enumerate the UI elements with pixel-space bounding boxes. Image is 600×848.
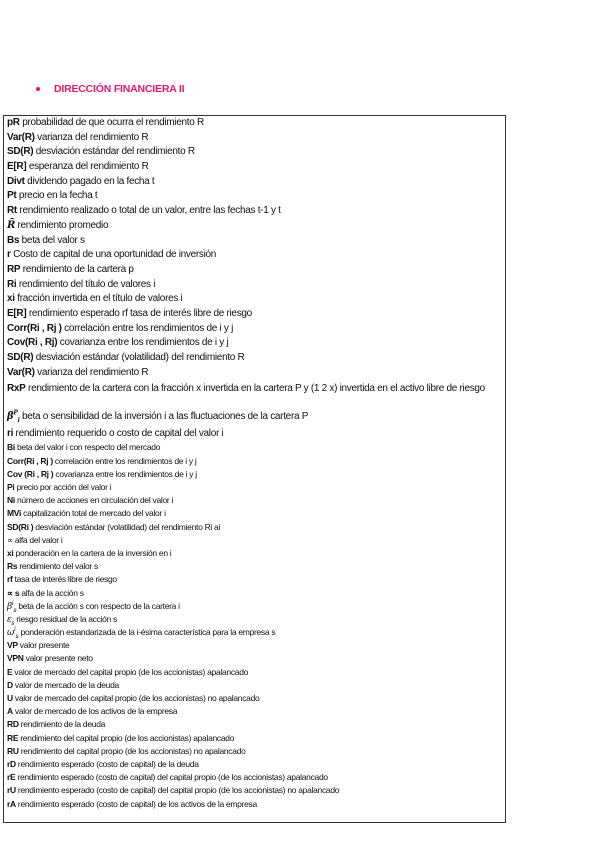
definition: rendimiento realizado o total de un valor, entre las fechas t-1 y t bbox=[16, 205, 281, 217]
term: Pt bbox=[7, 190, 17, 202]
term: E[R] bbox=[7, 161, 27, 173]
beta-symbol: $\beta^P_i$ bbox=[7, 409, 20, 424]
definition: rendimiento de la cartera con la fracción x invertida en la cartera P y (1 2 x) invertida en el activo libre de riesgo bbox=[25, 383, 485, 395]
term: Ri bbox=[7, 278, 17, 290]
glossary-row bbox=[7, 324, 503, 339]
definition: beta del valor i con respecto del mercado bbox=[14, 442, 161, 453]
glossary-row bbox=[7, 221, 503, 236]
definition: valor de mercado de los activos de la empresa bbox=[12, 706, 178, 717]
definition: beta de la acción s con respecto de la cartera i bbox=[16, 600, 180, 611]
definition: beta del valor s bbox=[19, 234, 85, 246]
definition: valor de mercado del capital propio (de los accionistas) no apalancado bbox=[12, 693, 260, 704]
definition: valor presente neto bbox=[23, 653, 93, 664]
term: Var(R) bbox=[7, 366, 35, 378]
beta-symbol: $\beta^i_s$ bbox=[7, 599, 17, 614]
heading-text: DIRECCIÓN FINANCIERA II bbox=[54, 83, 185, 95]
definition: covarianza entre los rendimientos de i y j bbox=[57, 337, 229, 349]
definition: valor de mercado de la deuda bbox=[12, 679, 119, 690]
term: D bbox=[7, 679, 13, 690]
term: E[R] bbox=[7, 307, 27, 319]
term: RxP bbox=[7, 383, 26, 395]
glossary-row bbox=[7, 280, 503, 295]
glossary-row bbox=[7, 162, 503, 177]
definition: rendimiento esperado rf tasa de interés libre de riesgo bbox=[26, 307, 252, 319]
definition: esperanza del rendimiento R bbox=[26, 161, 149, 173]
term: xi bbox=[7, 547, 14, 558]
term: xi bbox=[7, 293, 15, 305]
glossary-row bbox=[7, 118, 503, 133]
term: MVi bbox=[7, 508, 22, 519]
glossary-row bbox=[7, 236, 503, 251]
definition: ponderación en la cartera de la inversión en i bbox=[13, 547, 172, 558]
term: U bbox=[7, 693, 13, 704]
term: Divt bbox=[7, 175, 25, 187]
epsilon-symbol: $\varepsilon_s$ bbox=[7, 614, 15, 627]
glossary-row bbox=[7, 429, 503, 444]
definition: correlación entre los rendimientos de i y j bbox=[52, 455, 197, 466]
definition: rendimiento esperado (costo de capital) de la deuda bbox=[15, 758, 199, 769]
definition: tasa de interés libre de riesgo bbox=[12, 574, 117, 585]
definition: desviación estándar (volatilidad) del rendimiento R bbox=[33, 352, 245, 363]
definition: varianza del rendimiento R bbox=[34, 366, 149, 378]
glossary-row bbox=[7, 206, 503, 221]
glossary-row bbox=[7, 309, 503, 324]
term: Cov(Ri , Rj) bbox=[7, 337, 58, 349]
definition: desviación estándar del rendimiento R bbox=[33, 146, 195, 158]
definition: valor de mercado del capital propio (de los accionistas) apalancado bbox=[12, 666, 249, 677]
term: E bbox=[7, 666, 13, 677]
definition: Costo de capital de una oportunidad de inversión bbox=[10, 249, 217, 261]
definition: rendimiento promedio bbox=[15, 219, 109, 231]
definition: ponderación estandarizada de la i-ésima característica para la empresa s bbox=[18, 627, 276, 638]
term: Corr(Ri , Rj ) bbox=[7, 455, 53, 466]
term: pR bbox=[7, 117, 20, 128]
bullet-icon bbox=[36, 87, 40, 91]
term: ri bbox=[7, 427, 14, 439]
term: rD bbox=[7, 758, 16, 769]
term: A bbox=[7, 706, 13, 717]
definition: varianza del rendimiento R bbox=[34, 131, 149, 143]
term: r bbox=[7, 249, 11, 261]
glossary-row bbox=[7, 265, 503, 280]
glossary-box bbox=[3, 115, 506, 823]
glossary-row bbox=[7, 133, 503, 148]
term: RD bbox=[7, 719, 19, 730]
glossary-row bbox=[7, 800, 503, 813]
definition: capitalización total de mercado del valor i bbox=[21, 508, 166, 519]
term: Var(R) bbox=[7, 131, 35, 143]
definition: rendimiento del capital propio (de los accionistas) no apalancado bbox=[18, 745, 246, 756]
term: SD(Ri ) bbox=[7, 521, 34, 532]
term: Bs bbox=[7, 234, 20, 246]
term: rE bbox=[7, 772, 16, 783]
glossary-row bbox=[7, 523, 503, 536]
r-bar-symbol: R̄ bbox=[7, 219, 16, 231]
term: Bi bbox=[7, 442, 15, 453]
glossary-row bbox=[7, 368, 503, 383]
glossary-row bbox=[7, 628, 503, 641]
definition: precio en la fecha t bbox=[16, 190, 98, 202]
definition: dividendo pagado en la fecha t bbox=[24, 175, 155, 187]
definition: rendimiento del título de valores i bbox=[16, 278, 156, 290]
definition: rendimiento de la cartera p bbox=[20, 263, 134, 275]
definition: rendimiento del capital propio (de los accionistas) apalancado bbox=[18, 732, 235, 743]
definition: correlación entre los rendimientos de i y j bbox=[61, 322, 234, 334]
definition: covarianza entre los rendimientos de i y j bbox=[53, 468, 197, 479]
term: rA bbox=[7, 798, 16, 809]
term: RP bbox=[7, 263, 21, 275]
definition: rendimiento esperado (costo de capital) de los activos de la empresa bbox=[15, 798, 257, 809]
term: Pi bbox=[7, 482, 15, 493]
definition: rendimiento esperado (costo de capital) del capital propio (de los accionistas) no apalancado bbox=[15, 785, 340, 796]
definition: número de acciones en circulación del valor i bbox=[14, 495, 174, 506]
term: Ni bbox=[7, 495, 15, 506]
glossary-row bbox=[7, 177, 503, 192]
definition: valor presente bbox=[17, 640, 70, 651]
definition: desviación estándar (volatilidad) del rendimiento Ri ai bbox=[33, 521, 221, 532]
definition: alfa del valor i bbox=[12, 534, 63, 545]
term: Rs bbox=[7, 561, 18, 572]
definition: riesgo residual de la acción s bbox=[14, 613, 117, 624]
glossary-row bbox=[7, 294, 503, 309]
term: SD(R) bbox=[7, 146, 34, 158]
glossary-row bbox=[7, 147, 503, 162]
glossary-row bbox=[7, 353, 503, 368]
term: RU bbox=[7, 745, 19, 756]
term: Cov (Ri , Rj ) bbox=[7, 468, 54, 479]
term: Corr(Ri , Rj ) bbox=[7, 322, 62, 334]
definition: fracción invertida en el título de valores i bbox=[14, 293, 183, 305]
term: VPN bbox=[7, 653, 24, 664]
omega-symbol: $\omega^i_s$ bbox=[7, 626, 19, 640]
definition: rendimiento de la deuda bbox=[18, 719, 106, 730]
term: rU bbox=[7, 785, 16, 796]
term: ∝ s bbox=[7, 587, 20, 598]
definition: probabilidad de que ocurra el rendimiento R bbox=[19, 117, 204, 128]
term: rf bbox=[7, 574, 13, 585]
glossary-row bbox=[7, 191, 503, 206]
glossary-row bbox=[7, 338, 503, 353]
term: VP bbox=[7, 640, 18, 651]
definition: precio por acción del valor i bbox=[14, 482, 112, 493]
definition: rendimiento del valor s bbox=[17, 561, 98, 572]
definition: alfa de la acción s bbox=[19, 587, 84, 598]
term: SD(R) bbox=[7, 352, 34, 363]
term: RE bbox=[7, 732, 19, 743]
section-heading bbox=[36, 83, 184, 95]
definition: rendimiento requerido o costo de capital del valor i bbox=[13, 427, 224, 439]
definition: rendimiento esperado (costo de capital) del capital propio (de los accionistas) apalancado bbox=[15, 772, 328, 783]
definition: beta o sensibilidad de la inversión i a las fluctuaciones de la cartera P bbox=[19, 410, 309, 422]
term: Rt bbox=[7, 205, 17, 217]
glossary-row bbox=[7, 382, 503, 411]
alpha-symbol: ∝ bbox=[7, 534, 13, 545]
glossary-row bbox=[7, 409, 503, 429]
glossary-row bbox=[7, 250, 503, 265]
